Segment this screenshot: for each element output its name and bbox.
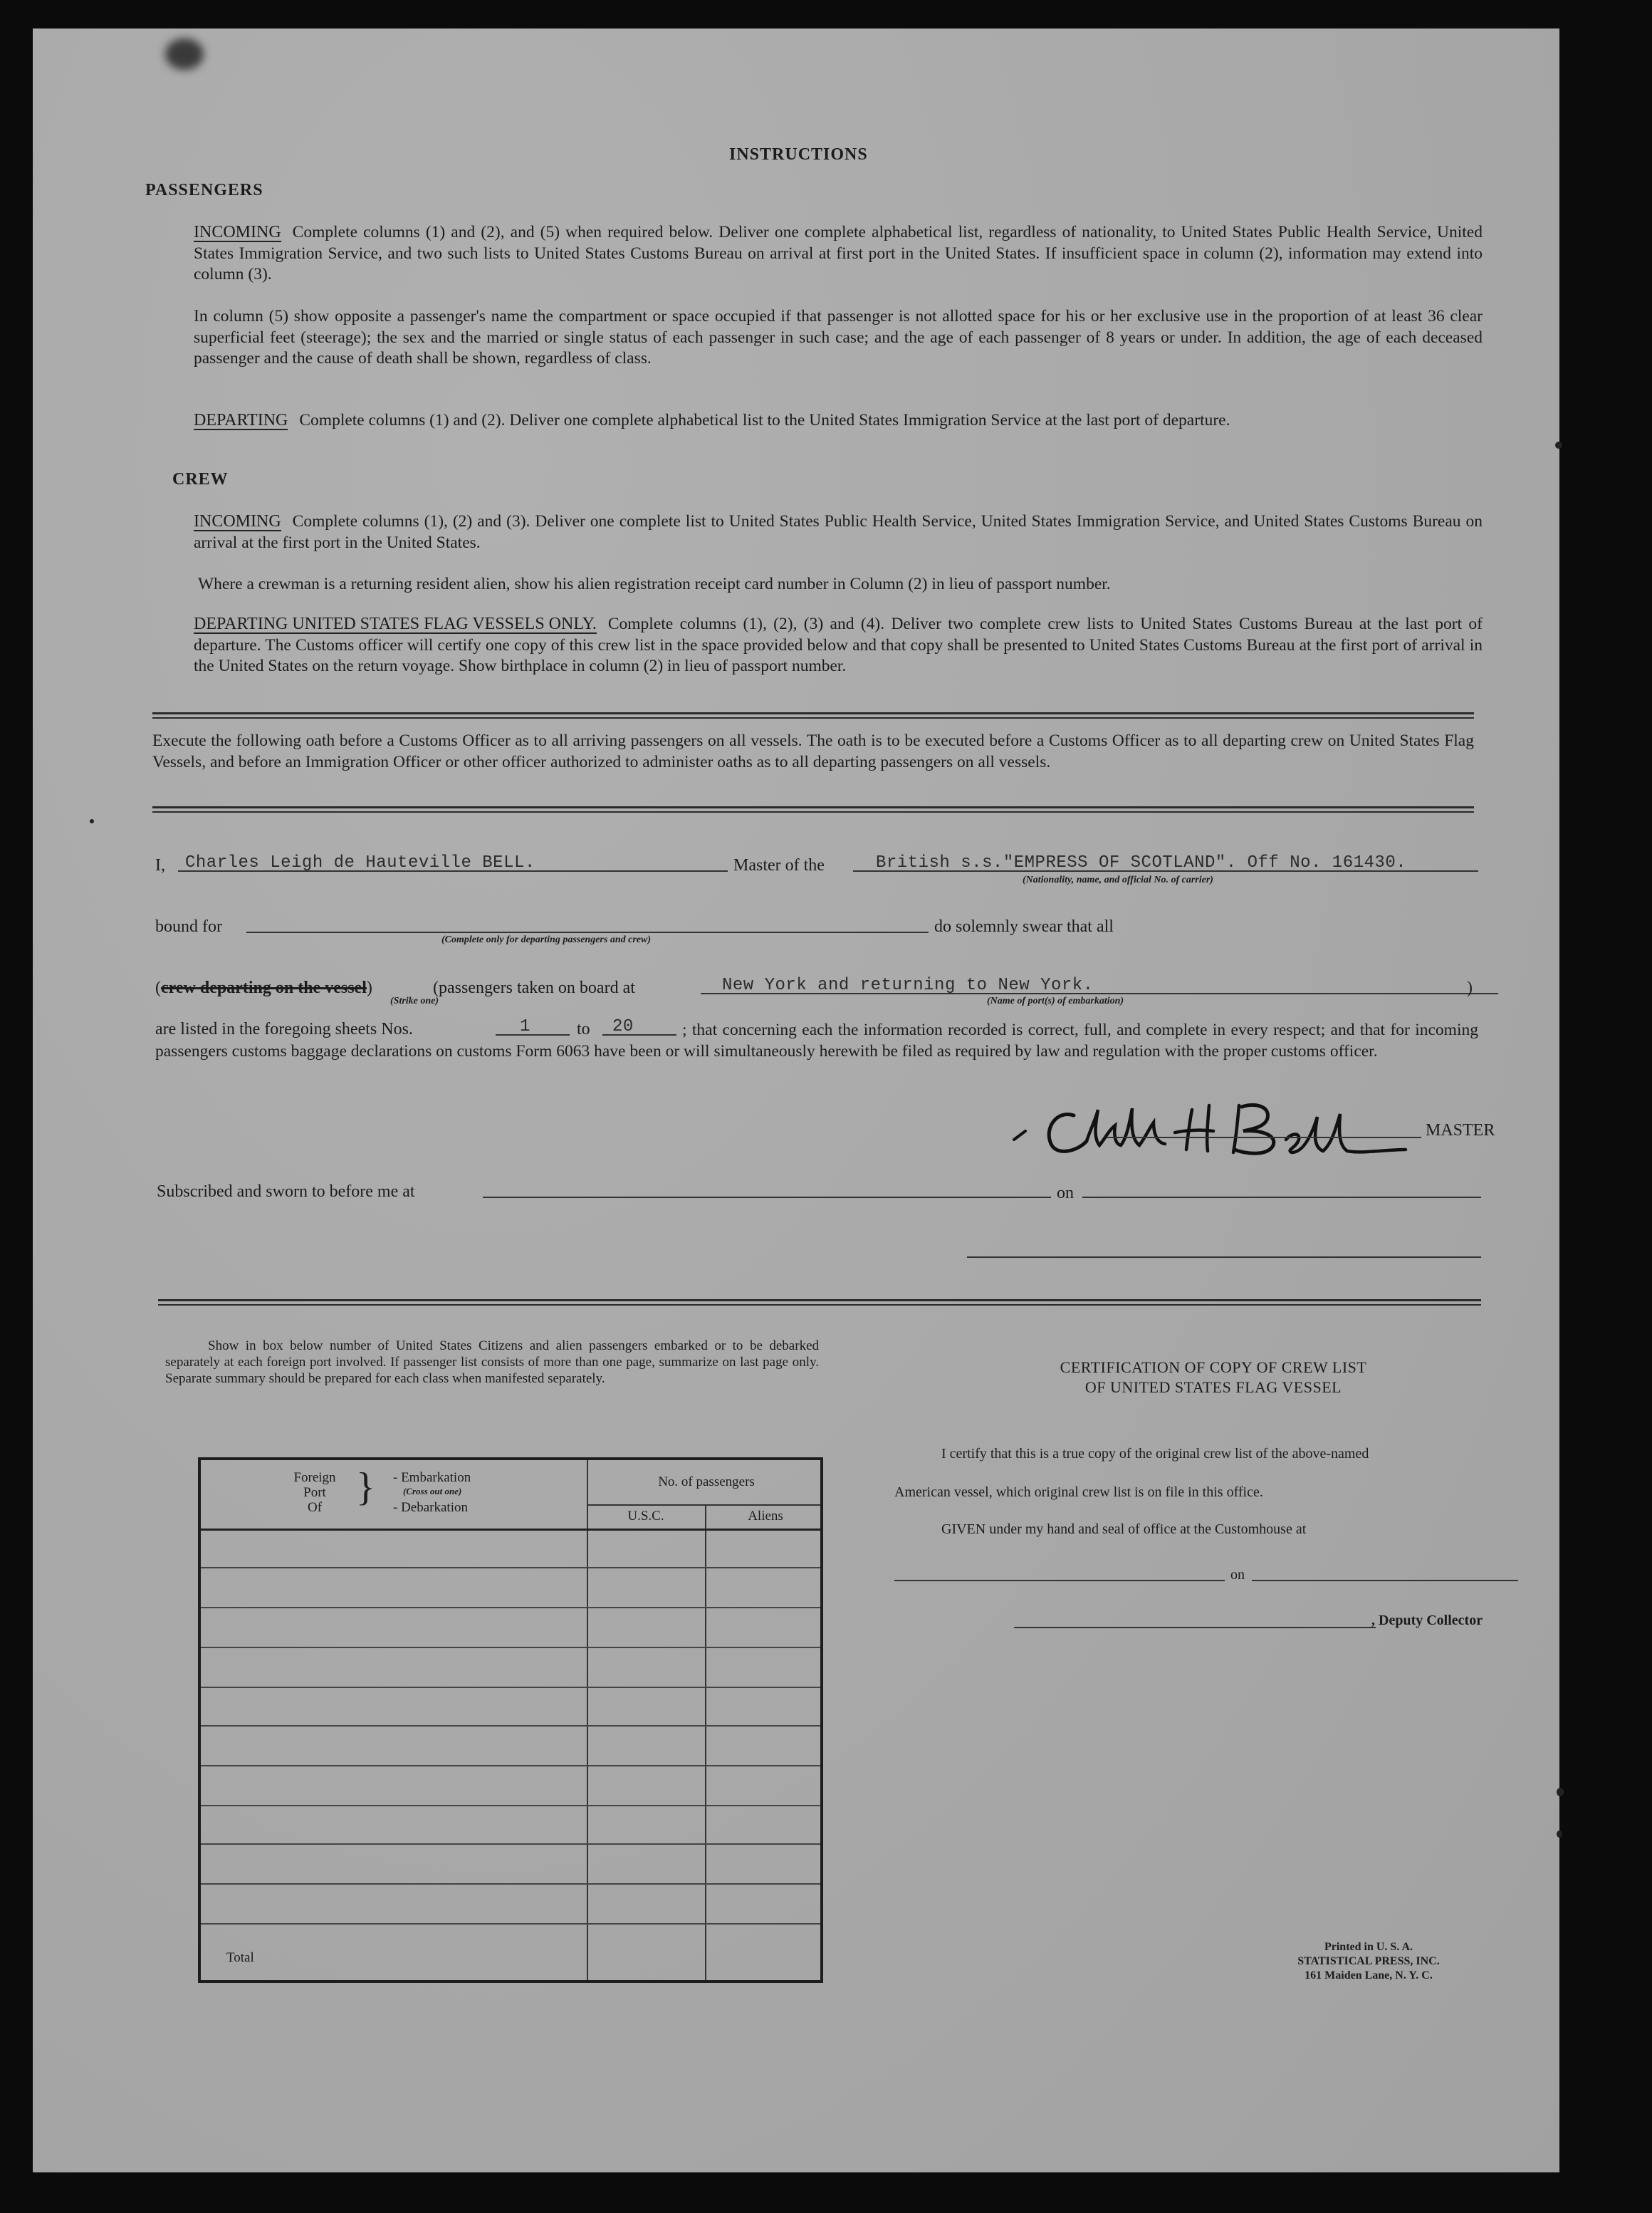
master-signature bbox=[1007, 1088, 1420, 1167]
passengers-departing-block bbox=[194, 410, 1483, 432]
brace-glyph: } bbox=[356, 1465, 375, 1509]
debarkation-label: - Debarkation bbox=[393, 1500, 468, 1515]
officer-signature-line[interactable] bbox=[967, 1256, 1481, 1258]
sheet-to-field[interactable]: 20 bbox=[612, 1017, 634, 1036]
passengers-taken-label: (passengers taken on board at bbox=[433, 979, 635, 997]
scan-speck bbox=[1557, 1831, 1562, 1838]
table-row bbox=[201, 1725, 820, 1727]
printer-line3: 161 Maiden Lane, N. Y. C. bbox=[1305, 1969, 1433, 1982]
table-row bbox=[201, 1687, 820, 1688]
crew-incoming-text: Complete columns (1), (2) and (3). Deliver one complete list to United States Public Health Service, United States Immigration Service, and United States Customs Bureau on arrival at the first port in the United States. bbox=[194, 512, 1483, 552]
table-row bbox=[201, 1923, 820, 1925]
subscribed-label: Subscribed and sworn to before me at bbox=[157, 1182, 415, 1201]
signature-line bbox=[1107, 1137, 1421, 1138]
certify-text: I certify that this is a true copy of the original crew list of the above-named bbox=[941, 1446, 1369, 1462]
paren-close-right: ) bbox=[1467, 979, 1473, 997]
strike-caption: (Strike one) bbox=[390, 996, 439, 1006]
subscribed-place-line[interactable] bbox=[483, 1197, 1051, 1198]
certify-text-2: American vessel, which original crew list is on file in this office. bbox=[894, 1484, 1263, 1500]
bound-for-line[interactable] bbox=[246, 932, 929, 933]
passengers-incoming-block bbox=[194, 222, 1483, 286]
table-row bbox=[201, 1805, 820, 1806]
table-row bbox=[201, 1647, 820, 1648]
table-row bbox=[201, 1883, 820, 1885]
deputy-collector-label: , Deputy Collector bbox=[1371, 1613, 1483, 1628]
crew-departing-text: Complete columns (1), (2), (3) and (4). Deliver two complete crew lists to United States Customs Bureau at the last port of departure. The Customs officer will certify one copy of this crew list in the space provided below and that copy shall be presented to United States Customs Bureau at the first port of arrival in the United States on the return voyage. Show birthplace in column (2) in lieu of passport number. bbox=[194, 615, 1483, 675]
usc-header: U.S.C. bbox=[627, 1509, 664, 1524]
bound-for-caption: (Complete only for departing passengers and crew) bbox=[441, 934, 651, 945]
vessel-caption: (Nationality, name, and official No. of carrier) bbox=[1023, 875, 1213, 885]
embarkation-port-field[interactable]: New York and returning to New York. bbox=[722, 976, 1094, 995]
divider-rule bbox=[158, 1299, 1481, 1301]
crew-departing-label: DEPARTING UNITED STATES FLAG VESSELS ONLY. bbox=[194, 615, 597, 633]
table-row bbox=[201, 1843, 820, 1845]
port-label: Port bbox=[303, 1485, 326, 1500]
scan-speck bbox=[90, 819, 94, 823]
deputy-signature-line[interactable] bbox=[1014, 1627, 1376, 1628]
customhouse-line[interactable] bbox=[894, 1580, 1225, 1581]
document-page bbox=[33, 28, 1559, 2172]
table-divider bbox=[587, 1504, 820, 1506]
crew-incoming-block bbox=[194, 511, 1483, 553]
divider-rule bbox=[152, 811, 1474, 813]
cross-out-caption: (Cross out one) bbox=[403, 1486, 462, 1496]
printer-line2: STATISTICAL PRESS, INC. bbox=[1297, 1955, 1440, 1967]
foreign-port-header bbox=[272, 1470, 357, 1515]
subscribed-date-line[interactable] bbox=[1082, 1197, 1481, 1198]
passengers-departing-label: DEPARTING bbox=[194, 411, 288, 429]
divider-rule bbox=[152, 806, 1474, 808]
scan-smudge bbox=[165, 38, 204, 70]
passenger-summary-table bbox=[198, 1457, 823, 1983]
master-of-label: Master of the bbox=[733, 856, 825, 875]
oath-instruction: Execute the following oath before a Customs Officer as to all arriving passengers on all vessels. The oath is to be executed before a Customs Officer as to all departing crew on United States Flag Vessels, and before an Immigration Officer or other officer authorized to administer oaths as to all departing passengers on all vessels. bbox=[152, 731, 1474, 771]
crew-heading: CREW bbox=[172, 470, 229, 489]
total-label: Total bbox=[226, 1950, 254, 1965]
scan-speck bbox=[1557, 1788, 1564, 1796]
column5-instructions: In column (5) show opposite a passenger's name the compartment or space occupied if that passenger is not allotted space for his or her exclusive use in the proportion of at least 36 clear superficial feet (steerage); the sex and the married or single status of each passenger in such case; and the age of each passenger of 8 years or under. In addition, the age of each deceased passenger and the cause of death shall be shown, regardless of class. bbox=[194, 307, 1483, 368]
bound-for-label: bound for bbox=[155, 917, 222, 936]
table-divider bbox=[705, 1504, 706, 1980]
printer-imprint bbox=[1276, 1940, 1461, 1983]
divider-rule bbox=[152, 717, 1474, 719]
embarkation-label: - Embarkation bbox=[393, 1470, 471, 1485]
i-label: I, bbox=[155, 856, 165, 875]
embarkation-caption: (Name of port(s) of embarkation) bbox=[987, 996, 1124, 1006]
aliens-header: Aliens bbox=[748, 1509, 783, 1524]
strike-one-field[interactable] bbox=[155, 979, 372, 998]
scan-speck bbox=[1555, 442, 1562, 449]
certification-title bbox=[893, 1358, 1534, 1397]
passengers-heading: PASSENGERS bbox=[145, 181, 263, 199]
header-rule bbox=[201, 1529, 820, 1531]
printer-line1: Printed in U. S. A. bbox=[1324, 1941, 1413, 1953]
divider-rule bbox=[152, 712, 1474, 714]
statement-text: ; that concerning each the information recorded is correct, full, and complete in every respect; and that for incoming passengers customs baggage declarations on customs Form 6063 have been or will simultaneously herewith be filed as required by law and regulation with the proper customs officer. bbox=[155, 1021, 1478, 1061]
crew-departing-block bbox=[194, 614, 1483, 677]
solemnly-swear-label: do solemnly swear that all bbox=[934, 917, 1114, 936]
paren-close: ) bbox=[366, 979, 372, 997]
certification-title-line1: CERTIFICATION OF COPY OF CREW LIST bbox=[1060, 1358, 1367, 1376]
passengers-incoming-label: INCOMING bbox=[194, 223, 281, 241]
sheets-label: are listed in the foregoing sheets Nos. bbox=[155, 1020, 413, 1038]
paren-open: ( bbox=[155, 979, 161, 997]
crew-incoming-label: INCOMING bbox=[194, 512, 281, 531]
of-label: Of bbox=[307, 1500, 323, 1515]
divider-rule bbox=[158, 1304, 1481, 1306]
table-row bbox=[201, 1567, 820, 1568]
foreign-label: Foreign bbox=[293, 1470, 336, 1485]
crew-resident-text: Where a crewman is a returning resident alien, show his alien registration receipt card number in Column (2) in lieu of passport number. bbox=[198, 575, 1111, 593]
certification-date-line[interactable] bbox=[1252, 1580, 1518, 1581]
summary-instruction: Show in box below number of United States Citizens and alien passengers embarked or to be debarked separately at each foreign port involved. If passenger list consists of more than one page, summarize on last page only. Separate summary should be prepared for each class when manifested separately. bbox=[165, 1338, 819, 1386]
passengers-departing-text: Complete columns (1) and (2). Deliver one complete alphabetical list to the United States Immigration Service at the last port of departure. bbox=[299, 411, 1230, 429]
master-label: MASTER bbox=[1426, 1121, 1495, 1140]
instructions-title: INSTRUCTIONS bbox=[729, 145, 868, 164]
no-of-passengers-header: No. of passengers bbox=[658, 1474, 755, 1489]
certification-title-line2: OF UNITED STATES FLAG VESSEL bbox=[1084, 1378, 1342, 1396]
subscribed-on-label: on bbox=[1057, 1184, 1074, 1202]
certification-on-label: on bbox=[1230, 1567, 1245, 1583]
table-divider bbox=[587, 1460, 588, 1980]
given-text: GIVEN under my hand and seal of office at the Customhouse at bbox=[941, 1521, 1307, 1537]
master-name-field[interactable]: Charles Leigh de Hauteville BELL. bbox=[185, 853, 535, 873]
sheet-from-field[interactable]: 1 bbox=[520, 1017, 530, 1036]
passengers-incoming-text: Complete columns (1) and (2), and (5) when required below. Deliver one complete alphabetical list, regardless of nationality, to United States Public Health Service, United States Immigration Service, and two such lists to United States Customs Bureau on arrival at first port in the United States. If insufficient space in column (2), information may extend into column (3). bbox=[194, 223, 1483, 283]
vessel-field[interactable]: British s.s."EMPRESS OF SCOTLAND". Off No. 161430. bbox=[876, 853, 1407, 873]
table-row bbox=[201, 1765, 820, 1766]
struck-text: crew departing on the vessel bbox=[161, 979, 367, 997]
to-label: to bbox=[577, 1020, 590, 1038]
table-row bbox=[201, 1607, 820, 1608]
